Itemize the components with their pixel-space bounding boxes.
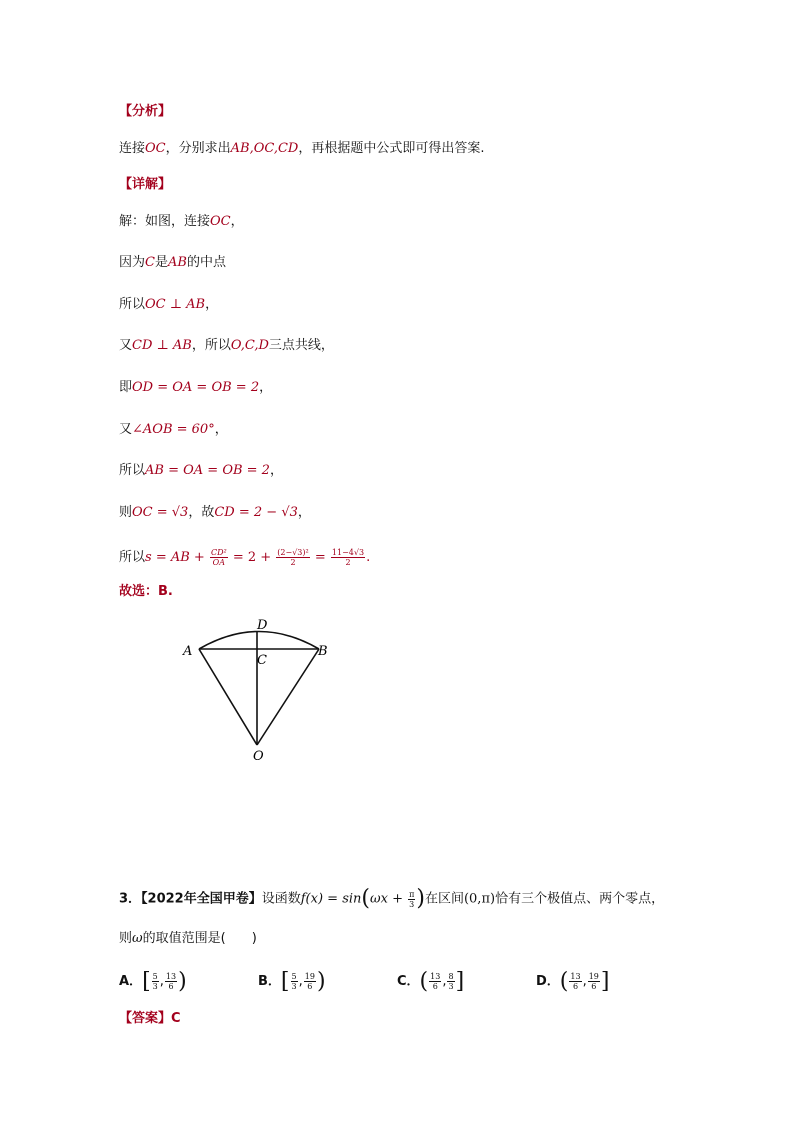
- fraction-cd2-over-oa: $\frac{\text{CD²}}{OA}$: [210, 548, 227, 567]
- fraction-pi-over-3: $\frac{\pi}{3}$: [409, 889, 415, 909]
- fraction-2-minus-sqrt3-squared: $\frac{\text{(2−√3)²}}{2}$: [277, 548, 309, 567]
- segment-oa: [199, 649, 257, 745]
- step-7: 所以AB = OA = OB = 2，: [119, 463, 283, 478]
- option-a[interactable]: A．[ $\frac{5}{3}$ , $\frac{13}{6}$ ): [119, 969, 187, 994]
- option-d[interactable]: D．( $\frac{13}{6}$ , $\frac{19}{6}$ ]: [536, 969, 610, 994]
- step-6: 又∠AOB = 60°，: [119, 422, 228, 437]
- step-4: 又CD ⊥ AB，所以O,C,D三点共线，: [119, 338, 334, 353]
- question-3-line2: 则ω的取值范围是( ): [119, 931, 257, 946]
- step-8: 则OC = √3，故CD = 2 − √3，: [119, 505, 311, 520]
- detail-heading: 【详解】: [119, 177, 172, 192]
- fraction-result: $\frac{11-4√3}{2}$: [331, 548, 365, 567]
- step-2: 因为C是AB的中点: [119, 255, 226, 270]
- step-9: 所以s = AB + $\frac{\text{CD²}}{OA}$ = 2 + $\frac{\text{(2−√3)²}}{2}$ = $\frac{11-4√3}{2}$ .: [119, 548, 371, 567]
- label-o: O: [253, 749, 264, 764]
- label-c: C: [257, 653, 267, 668]
- question-3-stem: 3．【2022年全国甲卷】设函数f(x) = sin(ωx + $\frac{\pi}{3}$ )在区间(0,π)恰有三个极值点、两个零点，: [119, 886, 665, 911]
- sector-figure: [176, 614, 376, 764]
- option-c[interactable]: C．( $\frac{13}{6}$ , $\frac{8}{3}$ ]: [397, 969, 465, 994]
- label-d: D: [257, 618, 268, 633]
- step-3: 所以OC ⊥ AB，: [119, 297, 219, 312]
- analysis-text: 连接OC，分别求出AB,OC,CD，再根据题中公式即可得出答案.: [119, 141, 485, 156]
- option-b[interactable]: B．[ $\frac{5}{3}$ , $\frac{19}{6}$ ): [258, 969, 326, 994]
- step-5: 即OD = OA = OB = 2，: [119, 380, 273, 395]
- label-a: A: [183, 644, 193, 659]
- analysis-heading: 【分析】: [119, 104, 172, 119]
- arc-ab: [199, 632, 319, 650]
- choice-statement: 故选：B.: [119, 584, 173, 599]
- answer-line: 【答案】C: [119, 1011, 181, 1026]
- label-b: B: [318, 644, 328, 659]
- step-1: 解：如图，连接OC，: [119, 214, 244, 229]
